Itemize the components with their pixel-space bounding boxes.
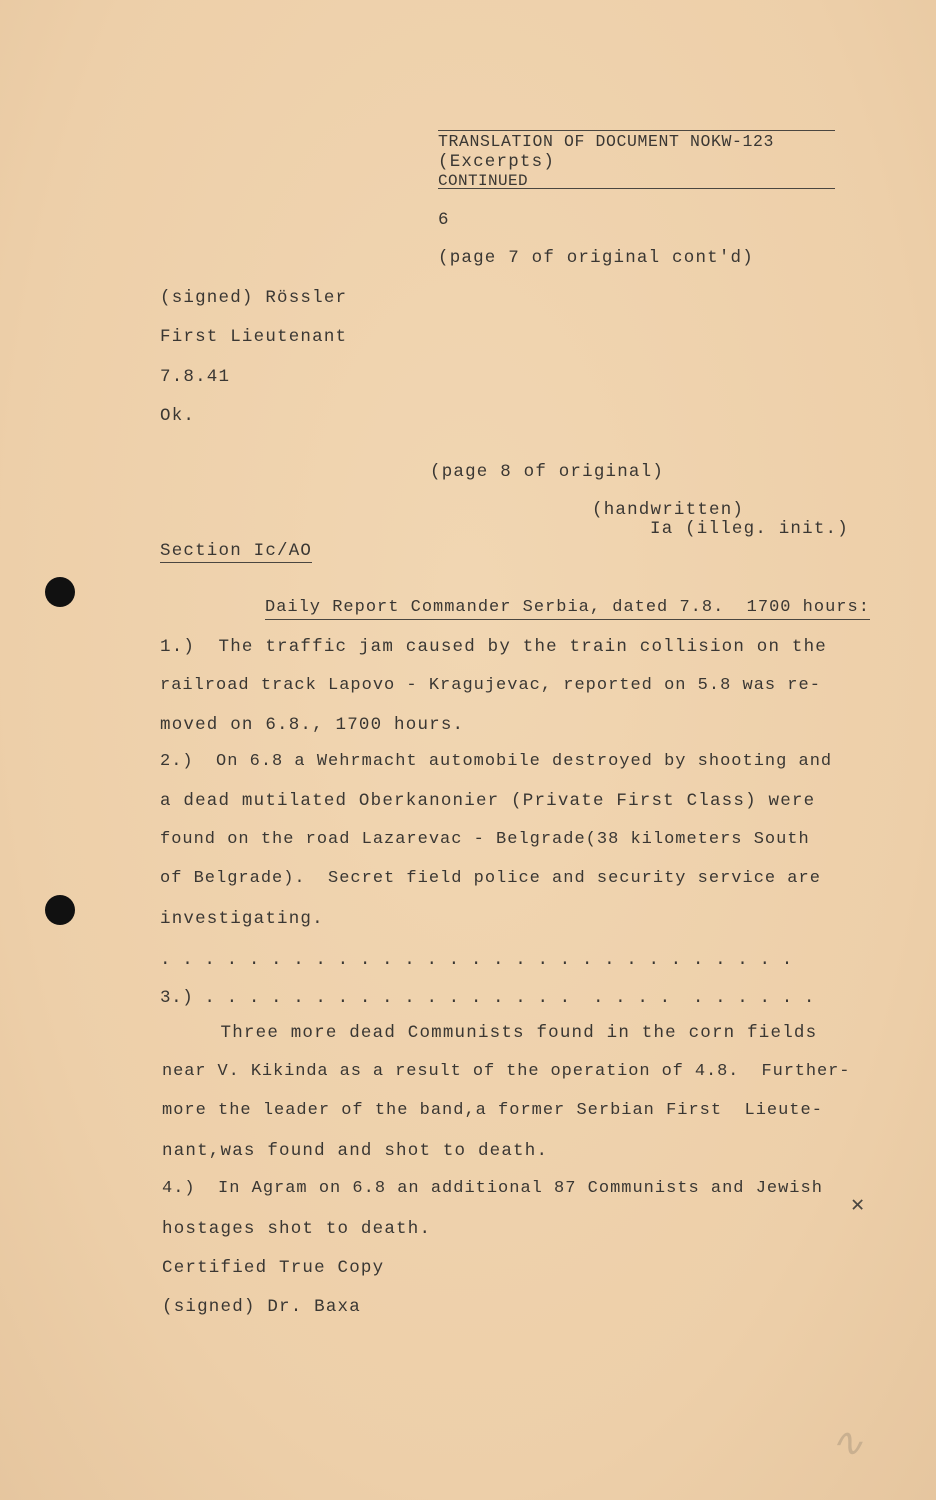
report-title: Daily Report Commander Serbia, dated 7.8. 1700 hours: <box>265 598 870 620</box>
handwritten-x-mark-icon: ✕ <box>851 1193 865 1218</box>
body-line: near V. Kikinda as a result of the operation of 4.8. Further- <box>162 1062 851 1081</box>
body-line: more the leader of the band,a former Serbian First Lieute- <box>162 1101 823 1120</box>
body-line: found on the road Lazarevac - Belgrade(38 kilometers South <box>160 830 810 849</box>
body-line: 3.) . . . . . . . . . . . . . . . . . . . . . . . . . . . <box>160 988 816 1008</box>
handwritten-note: (handwritten) <box>592 500 745 520</box>
document-title: TRANSLATION OF DOCUMENT NOKW-123 <box>438 132 775 151</box>
body-line: moved on 6.8., 1700 hours. <box>160 715 465 735</box>
body-line: of Belgrade). Secret field police and security service are <box>160 869 821 888</box>
body-line: railroad track Lapovo - Kragujevac, reported on 5.8 was re- <box>160 676 821 695</box>
signatory-rank: First Lieutenant <box>160 327 348 347</box>
body-line: 1.) The traffic jam caused by the train collision on the <box>160 637 827 657</box>
page8-reference: (page 8 of original) <box>430 462 665 482</box>
excerpts-label: (Excerpts) <box>438 152 556 172</box>
header-bottom-rule <box>438 188 835 189</box>
body-line: a dead mutilated Oberkanonier (Private First Class) were <box>160 791 816 811</box>
continued-label: CONTINUED <box>438 172 529 190</box>
body-line: 2.) On 6.8 a Wehrmacht automobile destroyed by shooting and <box>160 752 833 771</box>
body-line: nant,was found and shot to death. <box>162 1141 549 1161</box>
body-line: Three more dead Communists found in the corn fields <box>162 1023 818 1043</box>
body-line: 4.) In Agram on 6.8 an additional 87 Communists and Jewish <box>162 1179 823 1198</box>
omission-dots: . . . . . . . . . . . . . . . . . . . . . . . . . . . . . <box>160 950 793 970</box>
page-number: 6 <box>438 210 450 230</box>
certification-line: Certified True Copy <box>162 1258 385 1278</box>
section-heading: Section Ic/AO <box>160 541 313 561</box>
body-line: hostages shot to death. <box>162 1219 432 1239</box>
initials-note: Ia (illeg. init.) <box>650 519 849 539</box>
body-line: investigating. <box>160 909 324 929</box>
ok-mark: Ok. <box>160 406 196 426</box>
punch-hole-upper <box>45 577 75 607</box>
signature-date: 7.8.41 <box>160 367 231 387</box>
signature-line: (signed) Rössler <box>160 288 348 308</box>
faint-pencil-mark-icon: ∿ <box>830 1420 864 1466</box>
header-top-rule <box>438 130 835 131</box>
certifier-signature: (signed) Dr. Baxa <box>162 1297 361 1317</box>
page-reference: (page 7 of original cont'd) <box>438 248 754 268</box>
punch-hole-lower <box>45 895 75 925</box>
